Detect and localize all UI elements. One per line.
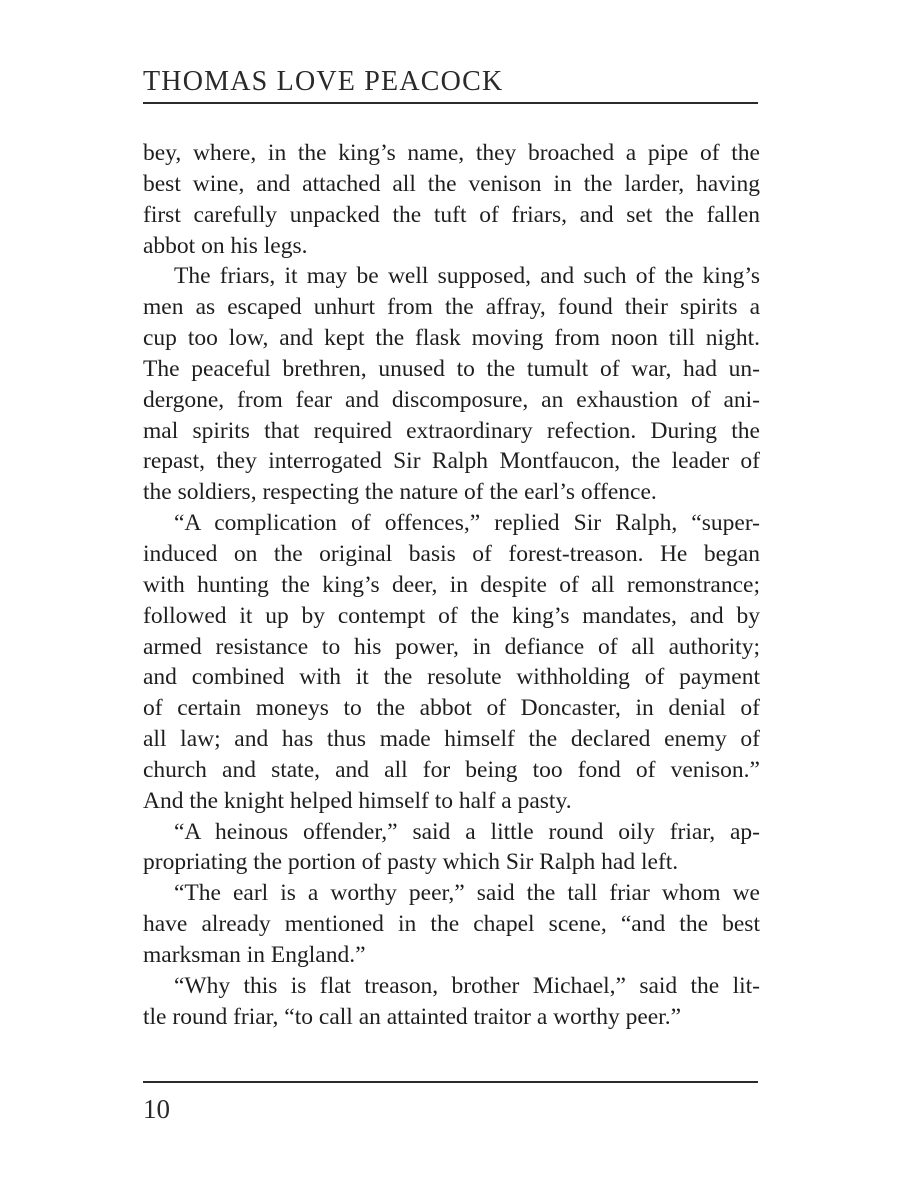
text-line: with hunting the king’s deer, in despite of all remonstrance; xyxy=(143,571,760,598)
text-line: “A heinous offender,” said a little round oily friar, ap- xyxy=(174,818,760,845)
text-line: bey, where, in the king’s name, they broached a pipe of the xyxy=(143,140,760,166)
text-line: the soldiers, respecting the nature of the earl’s offence. xyxy=(143,479,657,506)
text-line: “Why this is flat treason, brother Michael,” said the lit- xyxy=(174,972,760,999)
text-line: abbot on his legs. xyxy=(143,232,308,259)
text-line: dergone, from fear and discomposure, an exhaustion of ani- xyxy=(143,386,760,413)
text-line: The friars, it may be well supposed, and such of the king’s xyxy=(174,263,760,290)
text-line: repast, they interrogated Sir Ralph Montfaucon, the leader of xyxy=(143,448,760,475)
text-line: propriating the portion of pasty which Sir Ralph had left. xyxy=(143,849,679,876)
text-line: The peaceful brethren, unused to the tumult of war, had un- xyxy=(143,355,760,382)
text-line: of certain moneys to the abbot of Doncaster, in denial of xyxy=(143,695,760,722)
page-number: 10 xyxy=(143,1094,170,1124)
header-rule xyxy=(143,102,758,104)
text-line: men as escaped unhurt from the affray, found their spirits a xyxy=(143,294,760,321)
text-line: followed it up by contempt of the king’s mandates, and by xyxy=(143,602,760,629)
text-line: “A complication of offences,” replied Sir Ralph, “super- xyxy=(174,510,760,537)
text-line: And the knight helped himself to half a pasty. xyxy=(143,787,572,814)
footer-rule xyxy=(143,1081,758,1083)
text-line: best wine, and attached all the venison in the larder, having xyxy=(143,170,760,197)
text-line: tle round friar, “to call an attainted traitor a worthy peer.” xyxy=(143,1003,682,1030)
text-line: church and state, and all for being too fond of venison.” xyxy=(143,756,760,783)
text-line: all law; and has thus made himself the declared enemy of xyxy=(143,726,760,753)
text-line: first carefully unpacked the tuft of friars, and set the fallen xyxy=(143,201,760,228)
body-text xyxy=(143,138,760,1032)
text-line: cup too low, and kept the flask moving from noon till night. xyxy=(143,325,760,352)
text-line: “The earl is a worthy peer,” said the tall friar whom we xyxy=(174,880,760,907)
text-line: induced on the original basis of forest-treason. He began xyxy=(143,540,760,567)
text-line: and combined with it the resolute withholding of payment xyxy=(143,664,760,691)
text-line: marksman in England.” xyxy=(143,941,366,968)
text-line: mal spirits that required extraordinary refection. During the xyxy=(143,417,760,444)
running-header-title: THOMAS LOVE PEACOCK xyxy=(143,66,504,97)
text-line: have already mentioned in the chapel scene, “and the best xyxy=(143,911,760,938)
text-line: armed resistance to his power, in defiance of all authority; xyxy=(143,633,760,660)
